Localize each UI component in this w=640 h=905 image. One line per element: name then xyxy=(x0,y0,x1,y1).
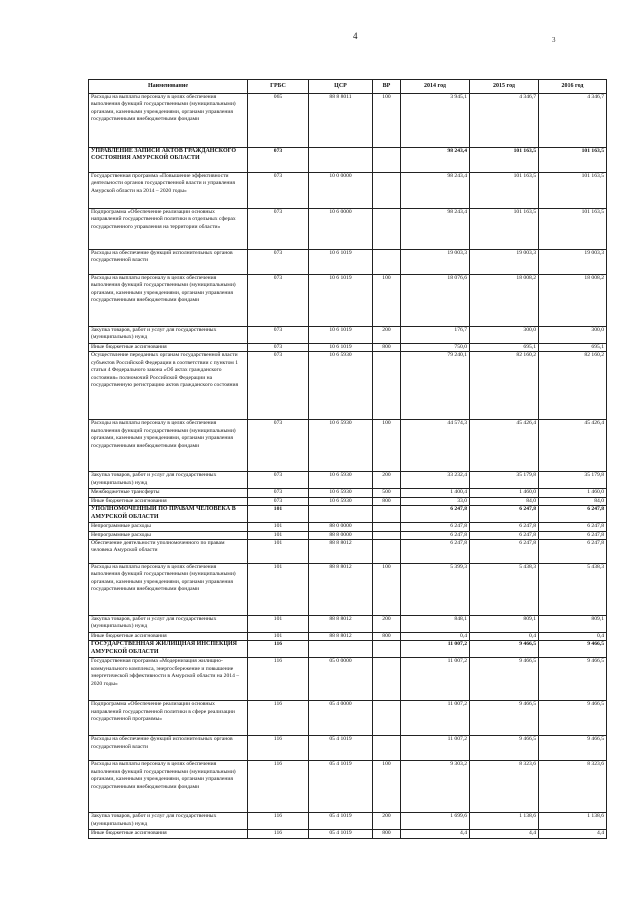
row-vr-cell xyxy=(373,523,401,531)
table-row xyxy=(89,540,607,564)
row-csr-cell: 10 6 1019 xyxy=(309,344,373,352)
row-vr-cell xyxy=(373,641,401,658)
row-2015-cell: 6 247,8 xyxy=(470,540,539,564)
row-2016-cell: 1 460,0 xyxy=(539,489,607,497)
row-2016-cell: 5 438,3 xyxy=(539,564,607,616)
row-2014-cell: 6 247,8 xyxy=(401,540,470,564)
table-row xyxy=(89,616,607,633)
row-2014-cell: 33 232,4 xyxy=(401,472,470,489)
row-name-cell: Иные бюджетные ассигнования xyxy=(89,344,248,352)
row-2016-cell: 18 008,2 xyxy=(539,275,607,327)
row-grbs-cell: 073 xyxy=(248,489,309,497)
row-2014-cell: 33,0 xyxy=(401,497,470,505)
row-csr-cell: 88 8 8011 xyxy=(309,94,373,148)
table-row xyxy=(89,420,607,472)
row-vr-cell xyxy=(373,531,401,539)
row-name-cell: Обеспечение деятельности уполномоченного по правам человека Амурской области xyxy=(89,540,248,564)
table-row xyxy=(89,761,607,813)
row-csr-cell: 88 8 8012 xyxy=(309,616,373,633)
row-vr-cell: 100 xyxy=(373,761,401,813)
row-grbs-cell: 073 xyxy=(248,352,309,420)
row-name-cell: Подпрограмма «Обеспечение реализации основных направлений государственной политики в сфере реализации государственной программы» xyxy=(89,701,248,736)
row-2016-cell: 9 466,5 xyxy=(539,736,607,761)
row-grbs-cell: 101 xyxy=(248,564,309,616)
table-row xyxy=(89,497,607,505)
row-vr-cell: 800 xyxy=(373,497,401,505)
row-2016-cell: 19 003,3 xyxy=(539,250,607,275)
row-2015-cell: 4 346,7 xyxy=(470,94,539,148)
table-row xyxy=(89,94,607,148)
row-name-cell: Осуществление переданных органам государственной власти субъектов Российской Федерации в соответствии с пунктом 1 статьи 4 Федерального закона «Об актах гражданского состояния» полномочий Российской Федерации на государственную регистрацию актов гражданского состояния xyxy=(89,352,248,420)
row-2014-cell: 1 699,6 xyxy=(401,813,470,830)
row-csr-cell: 05 4 1019 xyxy=(309,736,373,761)
row-csr-cell: 88 8 0000 xyxy=(309,531,373,539)
row-vr-cell: 200 xyxy=(373,616,401,633)
table-row xyxy=(89,275,607,327)
row-name-cell: Расходы на обеспечение функций исполнительных органов государственной власти xyxy=(89,250,248,275)
row-2016-cell: 35 179,8 xyxy=(539,472,607,489)
row-name-cell: Расходы на выплаты персоналу в целях обеспечения выполнения функций государственными (муниципальными) органами, казенными учреждениями, органами управления государственными внебюджетными фондами xyxy=(89,564,248,616)
row-2015-cell: 8 323,6 xyxy=(470,761,539,813)
row-grbs-cell: 073 xyxy=(248,148,309,173)
table-row xyxy=(89,327,607,344)
row-2015-cell: 6 247,8 xyxy=(470,506,539,523)
row-grbs-cell: 065 xyxy=(248,94,309,148)
row-2014-cell: 19 003,3 xyxy=(401,250,470,275)
row-grbs-cell: 073 xyxy=(248,173,309,209)
row-name-cell: Государственная программа «Модернизация жилищно-коммунального комплекса, энергосбережение и повышение энергетической эффективности в Амурской области на 2014 – 2020 годы» xyxy=(89,658,248,701)
row-vr-cell xyxy=(373,540,401,564)
row-2015-cell: 6 247,8 xyxy=(470,531,539,539)
row-2014-cell: 750,0 xyxy=(401,344,470,352)
row-2015-cell: 101 163,5 xyxy=(470,209,539,250)
row-2014-cell: 1 400,4 xyxy=(401,489,470,497)
row-csr-cell: 05 0 0000 xyxy=(309,658,373,701)
row-csr-cell xyxy=(309,506,373,523)
table-row xyxy=(89,352,607,420)
row-csr-cell: 10 6 1019 xyxy=(309,327,373,344)
page-number: 4 xyxy=(353,31,358,41)
row-2015-cell: 35 179,8 xyxy=(470,472,539,489)
row-name-cell: Непрограммные расходы xyxy=(89,523,248,531)
row-csr-cell: 88 8 8012 xyxy=(309,633,373,641)
row-name-cell: Закупка товаров, работ и услуг для государственных (муниципальных) нужд xyxy=(89,616,248,633)
header-2015: 2015 год xyxy=(470,80,539,94)
row-vr-cell: 100 xyxy=(373,420,401,472)
row-name-cell: Закупка товаров, работ и услуг для государственных (муниципальных) нужд xyxy=(89,327,248,344)
row-vr-cell: 100 xyxy=(373,94,401,148)
row-2016-cell: 101 163,5 xyxy=(539,209,607,250)
header-grbs: ГРБС xyxy=(248,80,309,94)
table-row xyxy=(89,641,607,658)
row-2015-cell: 0,4 xyxy=(470,633,539,641)
table-row xyxy=(89,830,607,838)
row-grbs-cell: 101 xyxy=(248,523,309,531)
row-2014-cell: 44 574,3 xyxy=(401,420,470,472)
row-vr-cell xyxy=(373,506,401,523)
row-grbs-cell: 073 xyxy=(248,344,309,352)
row-2014-cell: 11 007,2 xyxy=(401,701,470,736)
row-2014-cell: 11 007,2 xyxy=(401,736,470,761)
row-name-cell: Государственная программа «Повышение эффективности деятельности органов государственной власти и управления Амурской области на 2014 – 2020 годы» xyxy=(89,173,248,209)
row-2016-cell: 809,1 xyxy=(539,616,607,633)
table-row xyxy=(89,472,607,489)
row-name-cell: Иные бюджетные ассигнования xyxy=(89,830,248,838)
row-2015-cell: 6 247,8 xyxy=(470,523,539,531)
header-row xyxy=(89,80,607,94)
row-grbs-cell: 116 xyxy=(248,658,309,701)
header-vr: ВР xyxy=(373,80,401,94)
table-row xyxy=(89,701,607,736)
header-csr: ЦСР xyxy=(309,80,373,94)
table-row xyxy=(89,250,607,275)
row-csr-cell: 05 4 1019 xyxy=(309,813,373,830)
row-2014-cell: 5 399,3 xyxy=(401,564,470,616)
row-csr-cell: 10 0 0000 xyxy=(309,173,373,209)
row-2014-cell: 0,4 xyxy=(401,633,470,641)
table-row xyxy=(89,523,607,531)
row-2016-cell: 300,0 xyxy=(539,327,607,344)
row-2015-cell: 101 163,5 xyxy=(470,173,539,209)
row-name-cell: Непрограммные расходы xyxy=(89,531,248,539)
row-2014-cell: 848,1 xyxy=(401,616,470,633)
row-vr-cell xyxy=(373,352,401,420)
row-vr-cell xyxy=(373,148,401,173)
row-2015-cell: 1 138,6 xyxy=(470,813,539,830)
row-vr-cell: 800 xyxy=(373,344,401,352)
row-2016-cell: 9 466,5 xyxy=(539,641,607,658)
row-name-cell: Подпрограмма «Обеспечение реализации основных направлений государственной политики в отдельных сферах государственного управления на территории области» xyxy=(89,209,248,250)
row-2015-cell: 45 426,4 xyxy=(470,420,539,472)
row-2016-cell: 84,0 xyxy=(539,497,607,505)
row-vr-cell: 800 xyxy=(373,830,401,838)
row-2015-cell: 9 466,5 xyxy=(470,658,539,701)
table-row xyxy=(89,209,607,250)
table-row xyxy=(89,506,607,523)
row-grbs-cell: 116 xyxy=(248,701,309,736)
row-vr-cell: 100 xyxy=(373,275,401,327)
row-2016-cell: 4,4 xyxy=(539,830,607,838)
row-vr-cell xyxy=(373,209,401,250)
table-row xyxy=(89,736,607,761)
row-csr-cell: 10 6 1019 xyxy=(309,275,373,327)
row-name-cell: Межбюджетные трансферты xyxy=(89,489,248,497)
row-2014-cell: 79 240,1 xyxy=(401,352,470,420)
row-vr-cell xyxy=(373,658,401,701)
row-2015-cell: 9 466,5 xyxy=(470,736,539,761)
row-grbs-cell: 116 xyxy=(248,830,309,838)
row-csr-cell: 10 6 5930 xyxy=(309,420,373,472)
row-grbs-cell: 116 xyxy=(248,736,309,761)
row-2015-cell: 9 466,5 xyxy=(470,701,539,736)
row-name-cell: Закупка товаров, работ и услуг для государственных (муниципальных) нужд xyxy=(89,472,248,489)
row-csr-cell: 10 6 5930 xyxy=(309,497,373,505)
row-2014-cell: 98 243,4 xyxy=(401,173,470,209)
row-grbs-cell: 101 xyxy=(248,531,309,539)
row-2016-cell: 4 346,7 xyxy=(539,94,607,148)
row-2015-cell: 1 460,0 xyxy=(470,489,539,497)
row-name-cell: Иные бюджетные ассигнования xyxy=(89,633,248,641)
row-2015-cell: 101 163,5 xyxy=(470,148,539,173)
row-2015-cell: 82 160,2 xyxy=(470,352,539,420)
row-2014-cell: 4,4 xyxy=(401,830,470,838)
table-row xyxy=(89,489,607,497)
row-vr-cell: 500 xyxy=(373,489,401,497)
row-2014-cell: 3 945,1 xyxy=(401,94,470,148)
row-csr-cell: 05 4 1019 xyxy=(309,761,373,813)
row-grbs-cell: 073 xyxy=(248,209,309,250)
row-vr-cell: 200 xyxy=(373,327,401,344)
table-row xyxy=(89,344,607,352)
row-2014-cell: 18 076,6 xyxy=(401,275,470,327)
row-grbs-cell: 116 xyxy=(248,761,309,813)
row-2016-cell: 0,4 xyxy=(539,633,607,641)
row-2016-cell: 9 466,5 xyxy=(539,658,607,701)
row-2015-cell: 19 003,3 xyxy=(470,250,539,275)
row-csr-cell xyxy=(309,148,373,173)
row-csr-cell: 88 8 8012 xyxy=(309,540,373,564)
row-name-cell: Расходы на выплаты персоналу в целях обеспечения выполнения функций государственными (муниципальными) органами, казенными учреждениями, органами управления государственными внебюджетными фондами xyxy=(89,94,248,148)
row-grbs-cell: 101 xyxy=(248,633,309,641)
row-csr-cell: 10 6 1019 xyxy=(309,250,373,275)
row-grbs-cell: 073 xyxy=(248,250,309,275)
row-2016-cell: 101 163,5 xyxy=(539,173,607,209)
table-row xyxy=(89,531,607,539)
row-2014-cell: 98 243,4 xyxy=(401,148,470,173)
row-vr-cell xyxy=(373,701,401,736)
row-vr-cell: 100 xyxy=(373,564,401,616)
row-vr-cell: 200 xyxy=(373,472,401,489)
row-2016-cell: 6 247,8 xyxy=(539,506,607,523)
row-grbs-cell: 073 xyxy=(248,327,309,344)
row-2016-cell: 45 426,4 xyxy=(539,420,607,472)
row-csr-cell: 10 6 5930 xyxy=(309,489,373,497)
row-name-cell: УПРАВЛЕНИЕ ЗАПИСИ АКТОВ ГРАЖДАНСКОГО СОСТОЯНИЯ АМУРСКОЙ ОБЛАСТИ xyxy=(89,148,248,173)
header-2016: 2016 год xyxy=(539,80,607,94)
row-csr-cell: 88 0 0000 xyxy=(309,523,373,531)
header-name: Наименование xyxy=(89,80,248,94)
row-grbs-cell: 101 xyxy=(248,540,309,564)
budget-table xyxy=(88,79,607,839)
row-2014-cell: 176,7 xyxy=(401,327,470,344)
row-name-cell: Иные бюджетные ассигнования xyxy=(89,497,248,505)
row-2015-cell: 84,0 xyxy=(470,497,539,505)
row-2016-cell: 6 247,8 xyxy=(539,540,607,564)
row-vr-cell: 800 xyxy=(373,633,401,641)
row-2015-cell: 4,4 xyxy=(470,830,539,838)
row-grbs-cell: 073 xyxy=(248,472,309,489)
row-2016-cell: 82 160,2 xyxy=(539,352,607,420)
row-2015-cell: 695,1 xyxy=(470,344,539,352)
row-2015-cell: 5 438,3 xyxy=(470,564,539,616)
row-csr-cell: 88 8 8012 xyxy=(309,564,373,616)
table-row xyxy=(89,658,607,701)
header-2014: 2014 год xyxy=(401,80,470,94)
row-2016-cell: 101 163,5 xyxy=(539,148,607,173)
row-2014-cell: 6 247,8 xyxy=(401,523,470,531)
row-name-cell: Расходы на выплаты персоналу в целях обеспечения выполнения функций государственными (муниципальными) органами, казенными учреждениями, органами управления государственными внебюджетными фондами xyxy=(89,275,248,327)
table-row xyxy=(89,564,607,616)
row-vr-cell xyxy=(373,173,401,209)
row-csr-cell: 10 6 0000 xyxy=(309,209,373,250)
row-name-cell: УПОЛНОМОЧЕННЫЙ ПО ПРАВАМ ЧЕЛОВЕКА В АМУРСКОЙ ОБЛАСТИ xyxy=(89,506,248,523)
row-grbs-cell: 116 xyxy=(248,813,309,830)
row-vr-cell xyxy=(373,250,401,275)
row-2014-cell: 9 303,2 xyxy=(401,761,470,813)
row-vr-cell xyxy=(373,736,401,761)
row-grbs-cell: 101 xyxy=(248,506,309,523)
row-csr-cell: 05 4 0000 xyxy=(309,701,373,736)
row-2016-cell: 1 138,6 xyxy=(539,813,607,830)
table-row xyxy=(89,633,607,641)
row-grbs-cell: 073 xyxy=(248,420,309,472)
row-2016-cell: 9 466,5 xyxy=(539,701,607,736)
corner-mark: 3 xyxy=(552,36,556,44)
row-2016-cell: 6 247,8 xyxy=(539,531,607,539)
row-2014-cell: 11 007,2 xyxy=(401,641,470,658)
row-2014-cell: 98 243,4 xyxy=(401,209,470,250)
row-2015-cell: 809,1 xyxy=(470,616,539,633)
row-name-cell: Расходы на выплаты персоналу в целях обеспечения выполнения функций государственными (муниципальными) органами, казенными учреждениями, органами управления государственными внебюджетными фондами xyxy=(89,761,248,813)
row-2014-cell: 11 007,2 xyxy=(401,658,470,701)
row-name-cell: ГОСУДАРСТВЕННАЯ ЖИЛИЩНАЯ ИНСПЕКЦИЯ АМУРСКОЙ ОБЛАСТИ xyxy=(89,641,248,658)
row-2016-cell: 8 323,6 xyxy=(539,761,607,813)
row-2016-cell: 695,1 xyxy=(539,344,607,352)
table-row xyxy=(89,148,607,173)
row-csr-cell: 05 4 1019 xyxy=(309,830,373,838)
row-2015-cell: 18 008,2 xyxy=(470,275,539,327)
row-grbs-cell: 116 xyxy=(248,641,309,658)
row-name-cell: Расходы на обеспечение функций исполнительных органов государственной власти xyxy=(89,736,248,761)
row-2015-cell: 300,0 xyxy=(470,327,539,344)
row-csr-cell: 10 6 5930 xyxy=(309,352,373,420)
row-vr-cell: 200 xyxy=(373,813,401,830)
row-grbs-cell: 073 xyxy=(248,275,309,327)
row-2014-cell: 6 247,8 xyxy=(401,506,470,523)
row-csr-cell xyxy=(309,641,373,658)
table-row xyxy=(89,173,607,209)
row-2015-cell: 9 466,5 xyxy=(470,641,539,658)
row-grbs-cell: 073 xyxy=(248,497,309,505)
row-name-cell: Расходы на выплаты персоналу в целях обеспечения выполнения функций государственными (муниципальными) органами, казенными учреждениями, органами управления государственными внебюджетными фондами xyxy=(89,420,248,472)
row-name-cell: Закупка товаров, работ и услуг для государственных (муниципальных) нужд xyxy=(89,813,248,830)
row-csr-cell: 10 6 5930 xyxy=(309,472,373,489)
table-row xyxy=(89,813,607,830)
row-2016-cell: 6 247,8 xyxy=(539,523,607,531)
row-grbs-cell: 101 xyxy=(248,616,309,633)
row-2014-cell: 6 247,8 xyxy=(401,531,470,539)
